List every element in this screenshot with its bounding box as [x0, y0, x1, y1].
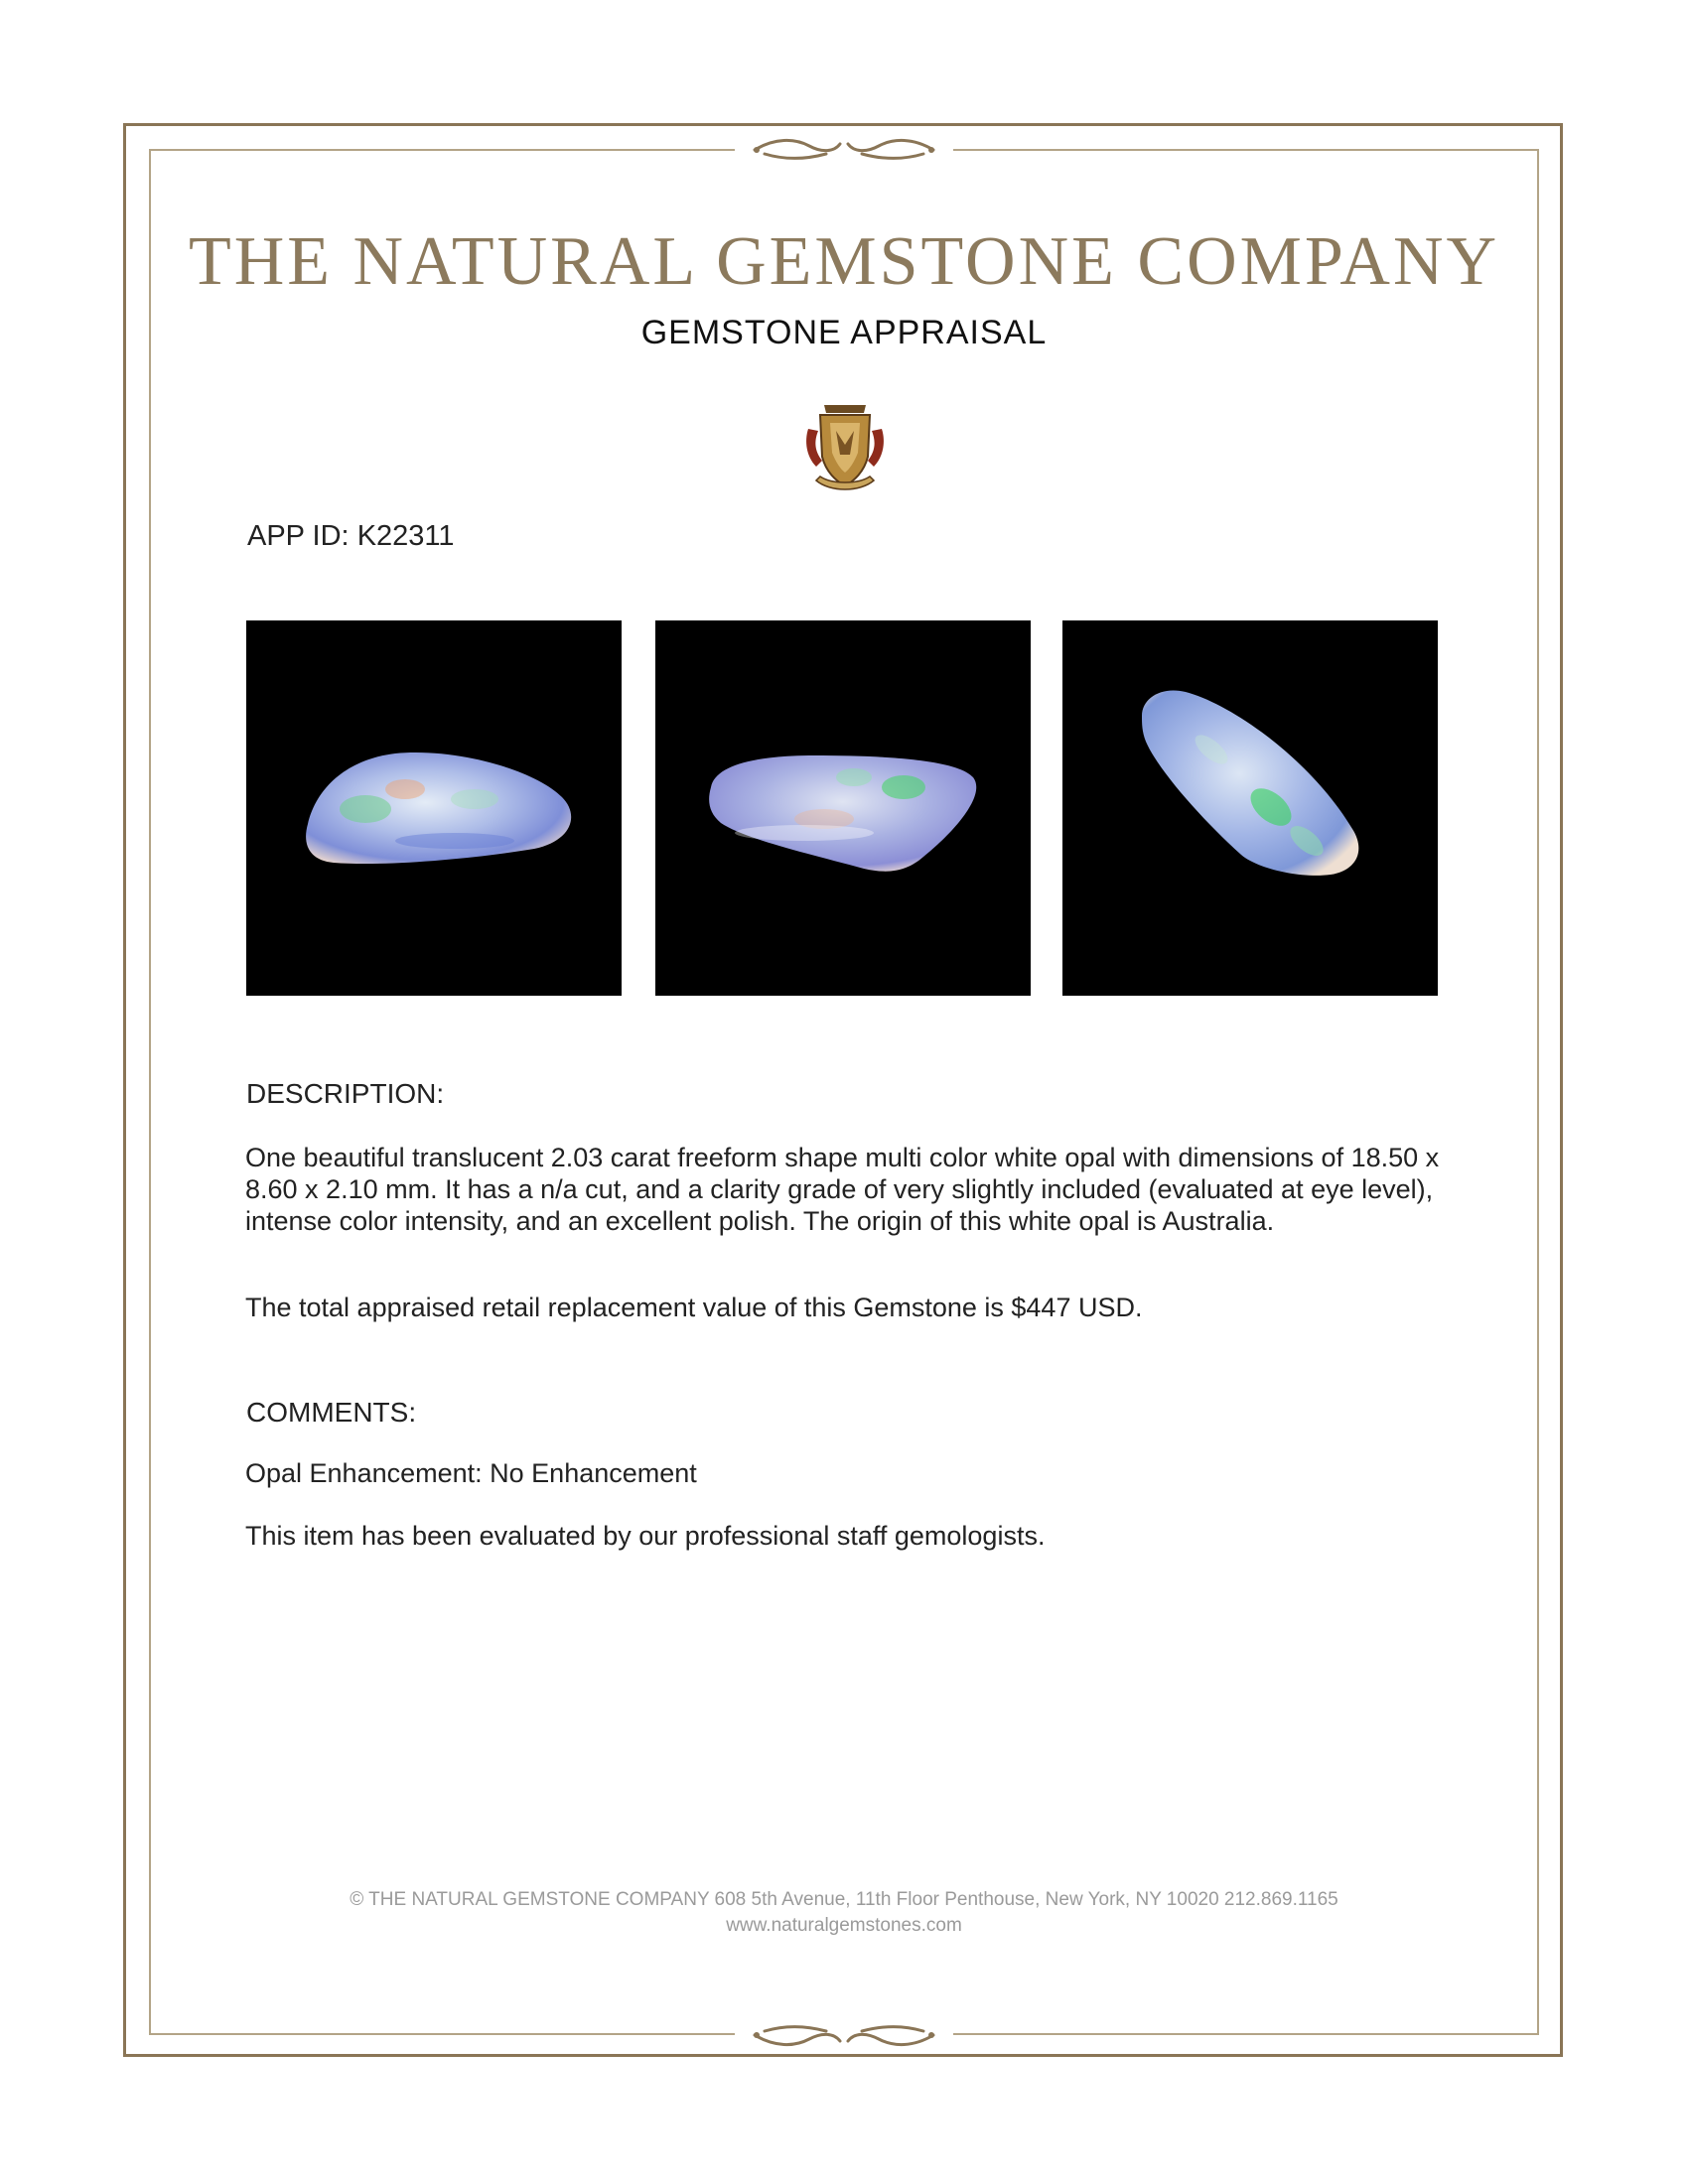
footer-address: © THE NATURAL GEMSTONE COMPANY 608 5th Avenue, 11th Floor Penthouse, New York, NY 10020 212.869.1165	[350, 1889, 1338, 1910]
app-id	[247, 520, 455, 553]
crest-icon	[802, 401, 888, 496]
appraised-value-text: The total appraised retail replacement value of this Gemstone is $447 USD.	[245, 1293, 1143, 1322]
bottom-ornament-icon	[735, 2015, 953, 2055]
top-ornament-icon	[735, 130, 953, 170]
inner-frame-bottom-left	[149, 2033, 735, 2035]
inner-frame-top-right	[953, 149, 1539, 151]
inner-frame-left	[149, 149, 151, 2035]
evaluation-text: This item has been evaluated by our professional staff gemologists.	[245, 1521, 1046, 1551]
document-title: GEMSTONE APPRAISAL	[640, 314, 1048, 351]
company-name: THE NATURAL GEMSTONE COMPANY	[188, 223, 1500, 300]
inner-frame-top-left	[149, 149, 735, 151]
enhancement-text: Opal Enhancement: No Enhancement	[245, 1458, 697, 1488]
description-heading: DESCRIPTION:	[246, 1078, 445, 1109]
app-id-value: K22311	[356, 520, 455, 552]
description-text: One beautiful translucent 2.03 carat freeform shape multi color white opal with dimensions of 18.50 x 8.60 x 2.10 mm. It has a n/a cut, and a clarity grade of very slightly included (evaluated at eye level), intense color intensity, and an excellent polish. The origin of this white opal is Australia.	[245, 1143, 1440, 1236]
footer-website: www.naturalgemstones.com	[726, 1915, 962, 1936]
gem-photo-3	[1062, 620, 1438, 996]
app-id-label: APP ID:	[247, 520, 350, 552]
gem-photo-1	[246, 620, 622, 996]
comments-heading: COMMENTS:	[246, 1397, 417, 1428]
inner-frame-right	[1537, 149, 1539, 2035]
inner-frame-bottom-right	[953, 2033, 1539, 2035]
gem-photo-2	[655, 620, 1031, 996]
